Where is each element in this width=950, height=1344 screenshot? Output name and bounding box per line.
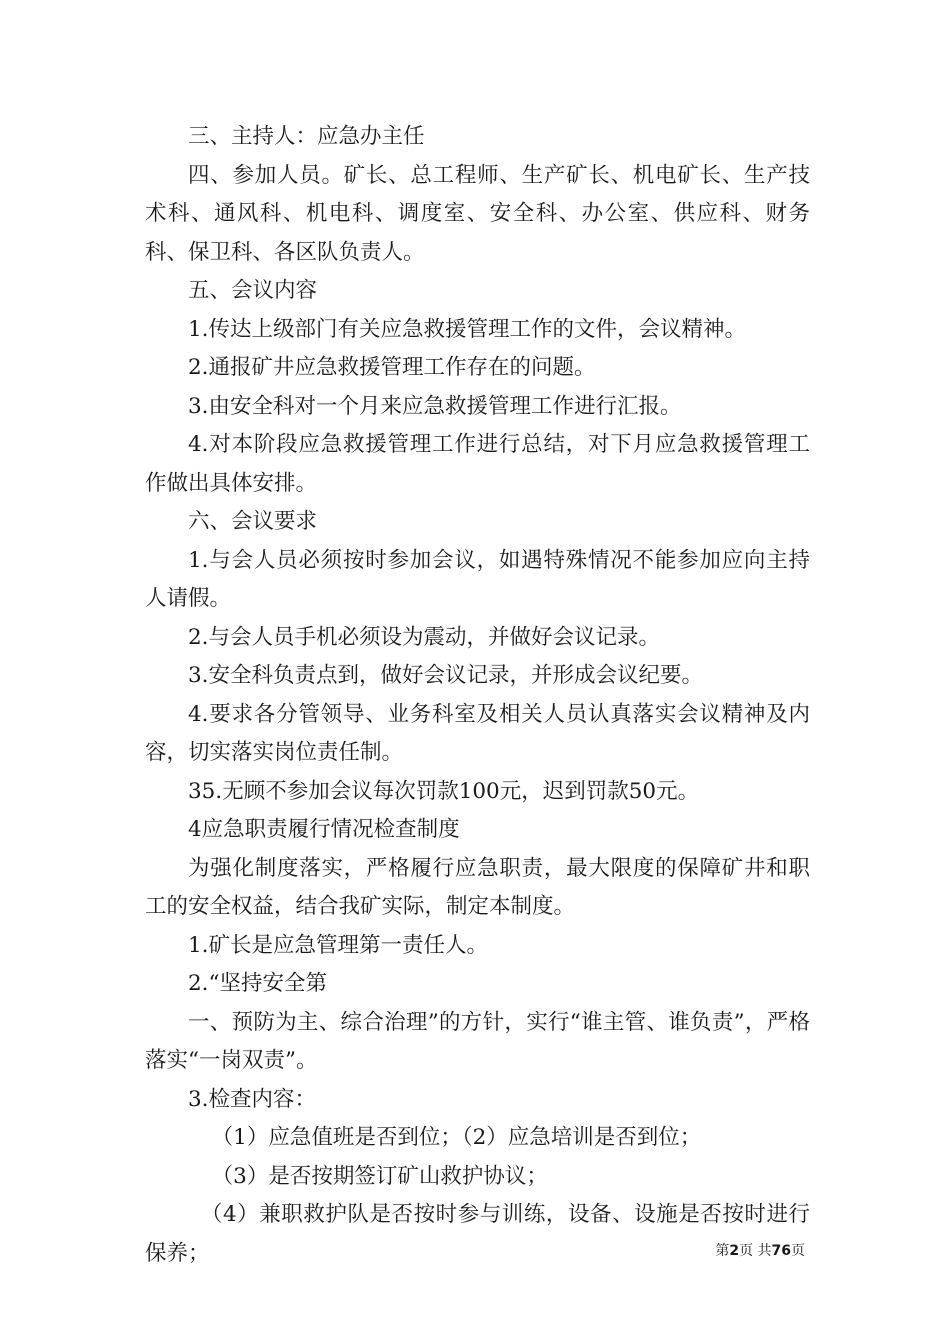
paragraph-content-4: 4.对本阶段应急救援管理工作进行总结，对下月应急救援管理工作做出具体安排。 [145,432,810,496]
paragraph-attendees: 四、参加人员。矿长、总工程师、生产矿长、机电矿长、生产技术科、通风科、机电科、调度室、安全科、办公室、供应科、财务科、保卫科、各区队负责人。 [145,162,810,265]
paragraph-rule-2: 2.“坚持安全第 [188,971,328,996]
paragraph-check-items-1-2: （1）应急值班是否到位；（2）应急培训是否到位； [211,1125,702,1150]
footer-prefix: 第 [715,1243,730,1259]
paragraph-rule-1: 1.矿长是应急管理第一责任人。 [188,932,489,958]
footer-page-number: 2 [729,1243,740,1259]
paragraph-heading-requirements: 六、会议要求 [188,509,318,534]
paragraph-requirement-1: 1.与会人员必须按时参加会议，如遇特殊情况不能参加应向主持人请假。 [145,547,810,611]
paragraph-rule-3: 3.检查内容： [188,1086,317,1112]
page-footer [715,1241,805,1261]
paragraph-intro: 为强化制度落实，严格履行应急职责，最大限度的保障矿井和职工的安全权益，结合我矿实际，制定本制度。 [145,855,810,919]
paragraph-requirement-5: 35.无顾不参加会议每次罚款100元，迟到罚款50元。 [188,778,700,804]
paragraph-heading-content: 五、会议内容 [188,278,318,303]
paragraph-requirement-3: 3.安全科负责点到，做好会议记录，并形成会议纪要。 [188,663,704,688]
document-body [145,118,810,1273]
paragraph-host: 三、主持人：应急办主任 [188,124,425,149]
paragraph-requirement-2: 2.与会人员手机必须设为震动，并做好会议记录。 [188,624,661,650]
footer-total-pages: 76 [771,1243,791,1259]
paragraph-check-item-4: （4）兼职救护队是否按时参与训练，设备、设施是否按时进行保养； [145,1202,810,1266]
paragraph-rule-2-continued: 一、预防为主、综合治理”的方针，实行“谁主管、谁负责”，严格落实“一岗双责”。 [145,1009,810,1073]
paragraph-section-title: 4应急职责履行情况检查制度 [188,817,460,842]
footer-suffix: 页 [791,1243,805,1259]
footer-middle: 页 共 [739,1243,772,1259]
paragraph-requirement-4: 4.要求各分管领导、业务科室及相关人员认真落实会议精神及内容，切实落实岗位责任制。 [145,701,810,765]
paragraph-content-1: 1.传达上级部门有关应急救援管理工作的文件，会议精神。 [188,316,747,342]
paragraph-check-item-3: （3）是否按期签订矿山救护协议； [211,1163,548,1189]
paragraph-content-2: 2.通报矿井应急救援管理工作存在的问题。 [188,355,596,380]
paragraph-content-3: 3.由安全科对一个月来应急救援管理工作进行汇报。 [188,393,682,419]
